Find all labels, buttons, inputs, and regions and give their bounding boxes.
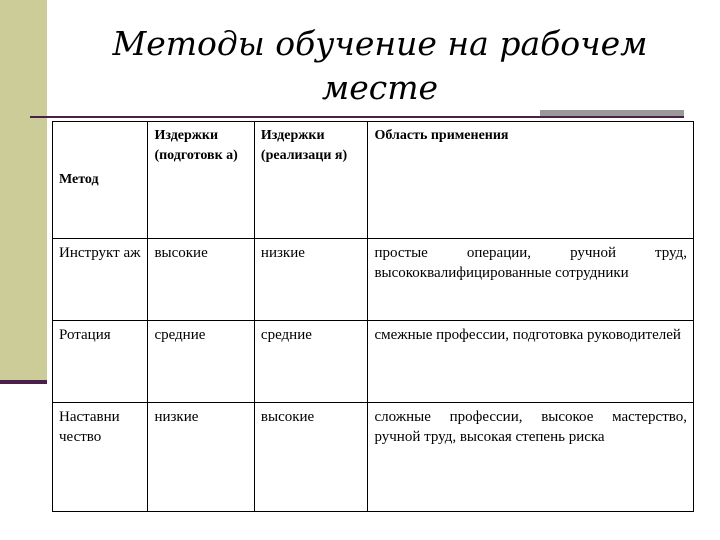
cell-impl-cost: средние <box>254 321 368 403</box>
methods-table <box>52 121 694 512</box>
cell-area: смежные профессии, подготовка руководителей <box>368 321 694 403</box>
header-impl-cost: Издержки (реализаци я) <box>254 122 368 239</box>
title-line-2: месте <box>321 68 439 107</box>
cell-prep-cost: низкие <box>148 403 254 512</box>
table-header-row <box>53 122 694 239</box>
table-row <box>53 321 694 403</box>
table-row <box>53 239 694 321</box>
side-accent-bar <box>0 0 47 383</box>
header-prep-cost: Издержки (подготовк а) <box>148 122 254 239</box>
header-method: Метод <box>53 122 148 239</box>
cell-method: Ротация <box>53 321 148 403</box>
header-area: Область применения <box>368 122 694 239</box>
cell-impl-cost: высокие <box>254 403 368 512</box>
slide-title <box>60 22 700 110</box>
cell-area: сложные профессии, высокое мастерство, ручной труд, высокая степень риска <box>368 403 694 512</box>
cell-area: простые операции, ручной труд, высококвалифицированные сотрудники <box>368 239 694 321</box>
cell-method: Инструкт аж <box>53 239 148 321</box>
table-row <box>53 403 694 512</box>
title-rule <box>30 116 684 118</box>
side-accent-line <box>0 380 47 384</box>
cell-prep-cost: средние <box>148 321 254 403</box>
cell-method: Наставни чество <box>53 403 148 512</box>
cell-prep-cost: высокие <box>148 239 254 321</box>
title-line-1: Методы обучение на рабочем <box>112 24 648 63</box>
cell-impl-cost: низкие <box>254 239 368 321</box>
